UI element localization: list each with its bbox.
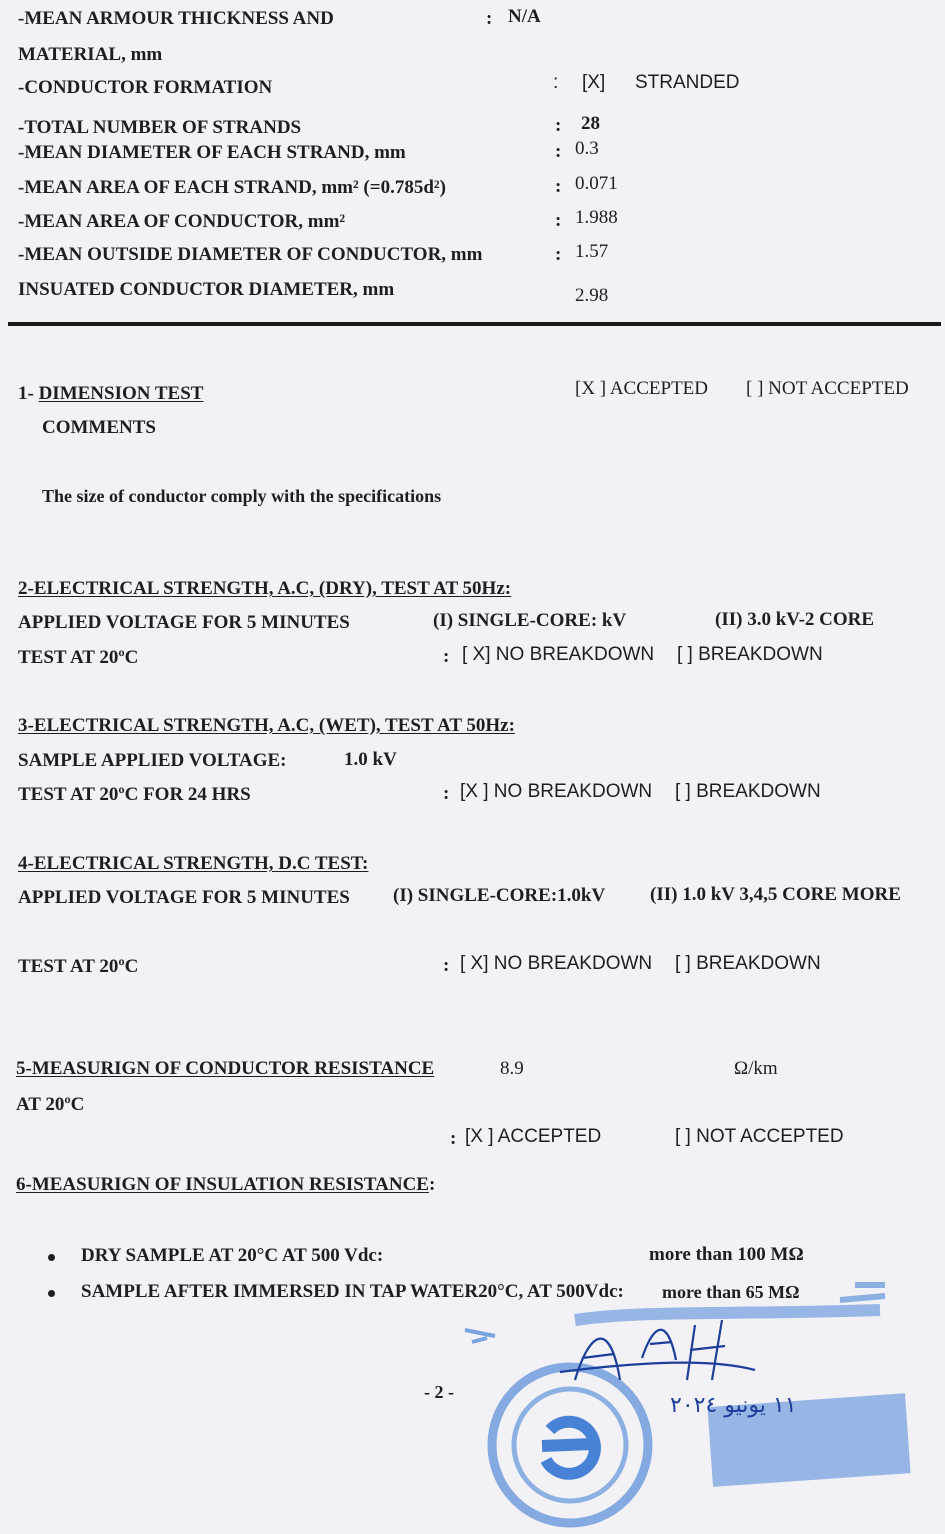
conductor-resistance-accepted: [X ] ACCEPTED: [465, 1126, 602, 1147]
spec-label-conductor-area: -MEAN AREA OF CONDUCTOR, mm²: [18, 211, 346, 232]
ac-wet-title: 3-ELECTRICAL STRENGTH, A.C, (WET), TEST AT 50Hz:: [18, 715, 515, 736]
wet-sample-label: SAMPLE AFTER IMMERSED IN TAP WATER20°C, AT 500Vdc:: [81, 1281, 624, 1302]
spec-value-strands: 28: [581, 113, 600, 134]
ac-dry-breakdown: [ ] BREAKDOWN: [677, 644, 823, 665]
conductor-resistance-value: 8.9: [500, 1058, 524, 1079]
spec-value-conductor-area: 1.988: [575, 207, 618, 228]
dc-test-temp: TEST AT 20ºC: [18, 956, 139, 977]
ac-wet-sample-value: 1.0 kV: [344, 749, 397, 770]
spec-label-armour: -MEAN ARMOUR THICKNESS AND: [18, 8, 334, 29]
spec-label-insulated-diameter: INSUATED CONDUCTOR DIAMETER, mm: [18, 279, 395, 300]
dimension-accepted: [X ] ACCEPTED: [575, 378, 708, 399]
spec-label-strand-diameter: -MEAN DIAMETER OF EACH STRAND, mm: [18, 142, 406, 163]
page-number: - 2 -: [424, 1382, 454, 1402]
dimension-not-accepted: [ ] NOT ACCEPTED: [746, 378, 909, 399]
dc-breakdown: [ ] BREAKDOWN: [675, 953, 821, 974]
spec-label-formation: -CONDUCTOR FORMATION: [18, 77, 273, 98]
spec-colon-outside-diameter: :: [555, 244, 562, 265]
dc-colon: :: [443, 955, 450, 976]
ac-dry-single-core: (I) SINGLE-CORE: kV: [433, 610, 627, 631]
dc-multi-core: (II) 1.0 kV 3,4,5 CORE MORE: [650, 884, 901, 905]
signature-a2: [642, 1330, 676, 1360]
spec-label-strand-area: -MEAN AREA OF EACH STRAND, mm² (=0.785d²): [18, 177, 446, 198]
insulation-resistance-colon: :: [428, 1174, 436, 1195]
ac-wet-breakdown: [ ] BREAKDOWN: [675, 781, 821, 802]
comments-label: COMMENTS: [42, 417, 156, 438]
spec-colon-armour: :: [486, 8, 493, 29]
insulation-resistance-heading: [16, 1174, 435, 1196]
dimension-test-number: 1-: [18, 383, 39, 404]
spec-value-insulated-diameter: 2.98: [575, 285, 609, 306]
ac-dry-test-temp: TEST AT 20ºC: [18, 647, 139, 668]
bullet-wet: [48, 1290, 55, 1297]
ac-dry-no-breakdown: [ X] NO BREAKDOWN: [462, 644, 655, 665]
spec-value-armour: N/A: [508, 6, 541, 27]
insulation-resistance-title: 6-MEASURIGN OF INSULATION RESISTANCE: [16, 1174, 429, 1195]
ac-wet-no-breakdown: [X ] NO BREAKDOWN: [460, 781, 653, 802]
ac-dry-multi-core: (II) 3.0 kV-2 CORE: [715, 609, 875, 630]
conductor-resistance-title: 5-MEASURIGN OF CONDUCTOR RESISTANCE: [16, 1058, 435, 1079]
spec-colon-formation: :: [553, 72, 559, 93]
ac-dry-title: 2-ELECTRICAL STRENGTH, A.C, (DRY), TEST AT 50Hz:: [18, 578, 512, 599]
section-divider: [8, 322, 941, 326]
stamp-corner-strokes: [465, 1330, 495, 1342]
conductor-resistance-not-accepted: [ ] NOT ACCEPTED: [675, 1126, 844, 1147]
spec-value-strand-diameter: 0.3: [575, 138, 599, 159]
dry-sample-label: DRY SAMPLE AT 20°C AT 500 Vdc:: [81, 1245, 384, 1266]
dimension-test-title: DIMENSION TEST: [38, 383, 204, 404]
spec-value-outside-diameter: 1.57: [575, 241, 609, 262]
stamp-arabic-strokes: [840, 1285, 885, 1300]
stamp-date: ١١ يونيو ٢٠٢٤: [670, 1393, 797, 1418]
spec-label-material: MATERIAL, mm: [18, 44, 163, 65]
spec-label-strands: -TOTAL NUMBER OF STRANDS: [18, 117, 302, 138]
spec-colon-strands: :: [555, 115, 562, 136]
wet-sample-value: more than 65 MΩ: [662, 1282, 800, 1302]
ac-wet-test-temp: TEST AT 20ºC FOR 24 HRS: [18, 784, 251, 805]
dc-applied-voltage: APPLIED VOLTAGE FOR 5 MINUTES: [18, 887, 350, 908]
spec-colon-strand-area: :: [555, 176, 562, 197]
dry-sample-value: more than 100 MΩ: [649, 1244, 804, 1265]
dimension-test-heading: [18, 383, 203, 405]
spec-value-formation: STRANDED: [635, 72, 740, 93]
bullet-dry: [48, 1254, 55, 1261]
dc-single-core: (I) SINGLE-CORE:1.0kV: [393, 885, 606, 906]
ac-wet-sample-label: SAMPLE APPLIED VOLTAGE:: [18, 750, 287, 771]
stamp-band-top: [575, 1310, 880, 1320]
dc-no-breakdown: [ X] NO BREAKDOWN: [460, 953, 653, 974]
spec-label-outside-diameter: -MEAN OUTSIDE DIAMETER OF CONDUCTOR, mm: [18, 244, 483, 265]
spec-value-strand-area: 0.071: [575, 173, 618, 194]
stamp-e-logo: [542, 1422, 595, 1474]
dc-test-title: 4-ELECTRICAL STRENGTH, D.C TEST:: [18, 853, 369, 874]
conductor-resistance-unit: Ω/km: [734, 1058, 778, 1079]
ac-dry-applied-voltage: APPLIED VOLTAGE FOR 5 MINUTES: [18, 612, 350, 633]
ac-wet-colon: :: [443, 783, 450, 804]
comment-text: The size of conductor comply with the specifications: [42, 486, 442, 506]
conductor-resistance-temp: AT 20ºC: [16, 1094, 85, 1115]
official-stamp: [410, 1250, 930, 1534]
conductor-resistance-colon: :: [450, 1128, 457, 1149]
ac-dry-colon: :: [443, 646, 450, 667]
spec-colon-strand-diameter: :: [555, 141, 562, 162]
spec-colon-conductor-area: :: [555, 210, 562, 231]
spec-check-formation: [X]: [582, 72, 606, 93]
